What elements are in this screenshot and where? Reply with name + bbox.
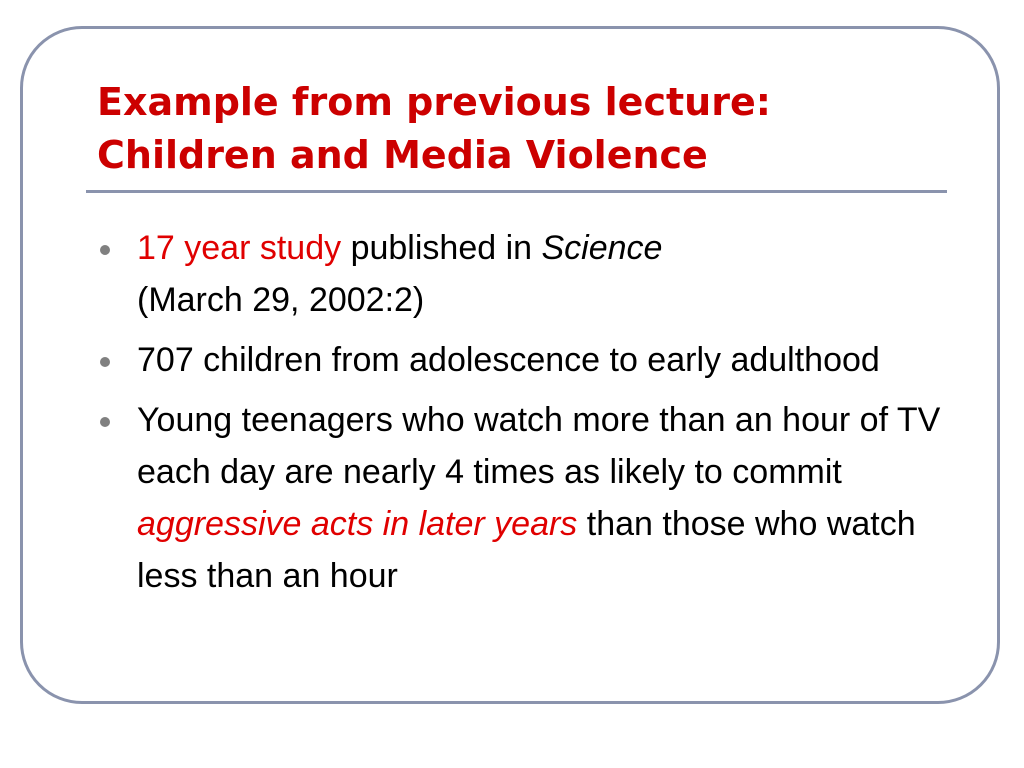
bullet-dot-icon (100, 357, 110, 367)
bullet-text-end: than those who watch less than an hour (137, 505, 916, 595)
study-highlight: 17 year study (137, 229, 342, 267)
bullet-text: published in (341, 229, 542, 267)
bullet-dot-icon (100, 417, 110, 427)
bullet-dot-icon (100, 245, 110, 255)
title-line-1: Example from previous lecture: (97, 80, 771, 124)
publication-date: (March 29, 2002:2) (137, 281, 425, 319)
bullet-text: 707 children from adolescence to early adulthood (137, 341, 880, 379)
bullet-item-children (100, 334, 950, 386)
journal-name: Science (541, 229, 663, 267)
slide-title (97, 76, 771, 182)
bullet-item-finding (100, 394, 950, 602)
bullet-list (100, 222, 950, 610)
bullet-item-study (100, 222, 950, 326)
finding-highlight: aggressive acts in later years (137, 505, 578, 543)
title-divider (86, 190, 947, 193)
bullet-text: Young teenagers who watch more than an hour of TV each day are nearly 4 times as likely to commit (137, 401, 941, 491)
title-line-2: Children and Media Violence (97, 133, 708, 177)
